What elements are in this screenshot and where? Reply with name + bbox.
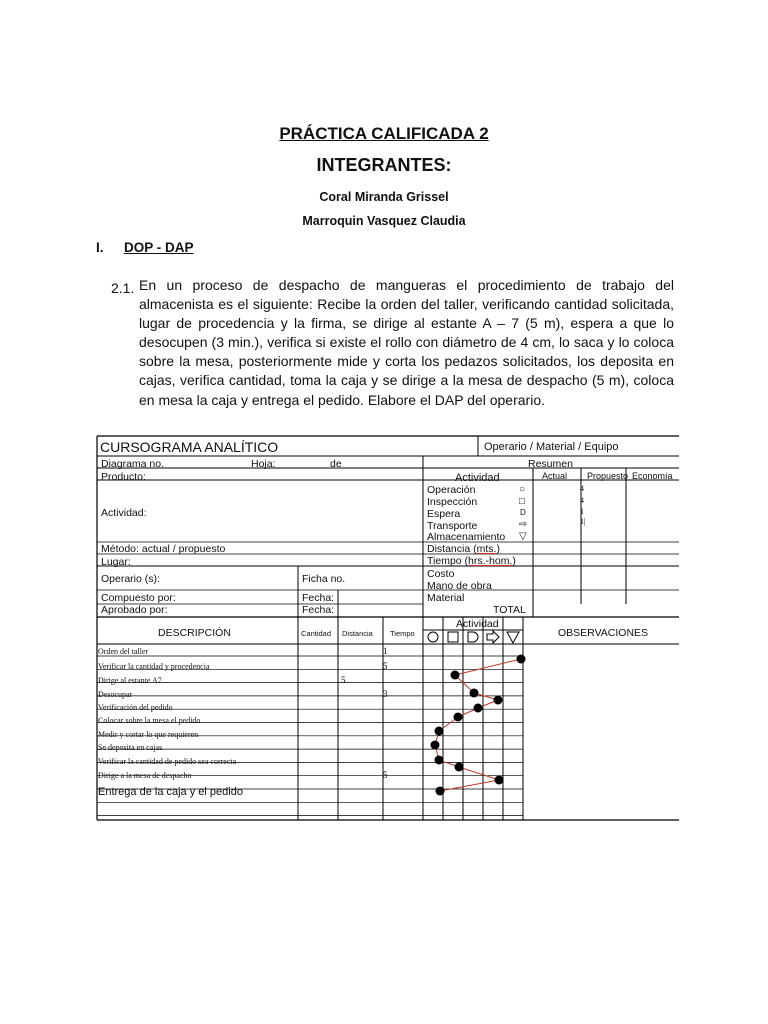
row-description: Verificación del pedido: [98, 703, 173, 712]
proposed-wait: 1: [580, 507, 584, 516]
summary-actual-header: Actual: [542, 471, 568, 481]
row-description: Verificar la cantidad de pedido sea correcta: [98, 757, 237, 766]
distance-header: Distancia: [342, 629, 373, 638]
cursograma-form: [93, 432, 679, 822]
summary-label: Resumen: [528, 458, 573, 470]
problem-number: 2.1.: [111, 280, 135, 296]
section-label: DOP - DAP: [124, 240, 194, 255]
flow-line: [459, 767, 499, 780]
operator-label: Operario (s):: [101, 573, 160, 585]
distance-label: Distancia (mts.): [427, 543, 500, 555]
activity-dot: [494, 696, 503, 705]
proposed-inspection: 4: [580, 496, 584, 505]
observations-header: OBSERVACIONES: [558, 627, 649, 639]
operator-header: Operario / Material / Equipo: [484, 441, 619, 453]
transport-symbol-icon: ⇨: [519, 519, 528, 530]
product-label: Producto:: [101, 471, 146, 483]
total-label: TOTAL: [493, 604, 526, 616]
storage-symbol-icon: ▽: [519, 531, 527, 542]
activity-header: Actividad: [456, 618, 499, 630]
proposed-transport: 1|: [580, 517, 586, 526]
activity-dot: [436, 787, 445, 796]
composed-by-label: Compuesto por:: [101, 592, 176, 604]
document-title: PRÁCTICA CALIFICADA 2: [279, 124, 489, 143]
activity-wait: Espera: [427, 508, 461, 520]
wait-symbol-icon: D: [520, 508, 526, 517]
activity-dot: [435, 727, 444, 736]
quantity-header: Cantidad: [301, 629, 332, 638]
sheet-label: Hoja:: [251, 458, 276, 470]
summary-economy-header: Economía: [632, 471, 673, 481]
operation-symbol-icon: ○: [519, 484, 526, 495]
row-description: Verificar la cantidad y procedencia: [98, 662, 210, 671]
approved-by-label: Aprobado por:: [101, 604, 168, 616]
activity-storage: Almacenamiento: [427, 531, 506, 543]
form-title: CURSOGRAMA ANALÍTICO: [100, 439, 279, 455]
of-label: de: [330, 458, 342, 470]
row-description: Se deposita en cajas: [98, 743, 163, 752]
time-header: Tiempo: [390, 629, 415, 638]
row-description: Entrega de la caja y el pedido: [98, 786, 243, 798]
activity-operation: Operación: [427, 484, 476, 496]
member-2: Marroquin Vasquez Claudia: [302, 214, 466, 228]
row-time: 3: [383, 689, 388, 699]
row-description: Desocupar: [98, 690, 133, 699]
activity-dot: [451, 671, 460, 680]
row-description: Dirige a la mesa de despacho: [98, 771, 192, 780]
activity-field-label: Actividad:: [101, 507, 147, 519]
activity-dot: [517, 655, 526, 664]
problem-statement: En un proceso de despacho de mangueras el procedimiento de trabajo del almacenista es el siguiente: Recibe la orden del taller, verificando cantidad solicitada, lugar de procedencia y la firma, se dirige al estante A – 7 (5 m), espera a que lo desocupen (3 min.), verifica si existe el rollo con diámetro de 4 cm, lo saca y lo coloca sobre la mesa, posteriormente mide y corta los pedazos solicitados, los deposita en cajas, verifica cantidad, toma la caja y se dirige a la mesa de despacho (5 m), coloca en mesa la caja y entrega el pedido. Elabore el DAP del operario.: [139, 277, 674, 408]
row-distance: 5: [341, 675, 346, 685]
material-label: Material: [427, 592, 465, 604]
description-header: DESCRIPCIÓN: [158, 627, 231, 639]
labor-label: Mano de obra: [427, 580, 492, 592]
member-1: Coral Miranda Grissel: [319, 190, 449, 204]
date-label-1: Fecha:: [302, 592, 335, 604]
row-description: Orden del taller: [98, 647, 149, 656]
activity-transport: Transporte: [427, 520, 478, 532]
row-description: Colocar sobre la mesa el pedido: [98, 716, 201, 725]
time-label: Tiempo (hrs.-hom.): [427, 555, 516, 567]
method-label: Método: actual / propuesto: [101, 543, 226, 555]
activity-dot: [435, 756, 444, 765]
summary-proposed-header: Propuesto: [587, 471, 629, 481]
section-heading: [96, 240, 194, 255]
flow-line: [455, 659, 521, 675]
section-number: I.: [96, 240, 104, 255]
activity-dot: [470, 689, 479, 698]
diagram-no-label: Diagrama no.: [101, 458, 165, 470]
activity-dot: [454, 713, 463, 722]
activity-dot: [431, 741, 440, 750]
proposed-operation: 4: [580, 484, 584, 493]
cost-label: Costo: [427, 568, 455, 580]
row-time: 1: [383, 646, 388, 656]
card-no-label: Ficha no.: [302, 573, 346, 585]
activity-dot: [495, 776, 504, 785]
row-time: 5: [383, 770, 388, 780]
place-label: Lugar:: [101, 556, 131, 568]
summary-activity-header: Actividad: [455, 472, 500, 484]
date-label-2: Fecha:: [302, 604, 335, 616]
row-description: Medir y cortar lo que requieren: [98, 730, 199, 739]
inspection-symbol-icon: □: [519, 496, 526, 507]
integrantes-heading: INTEGRANTES:: [316, 155, 452, 175]
activity-inspection: Inspección: [427, 496, 478, 508]
row-description: Dirige al estante A7: [98, 676, 162, 685]
activity-dot: [474, 704, 483, 713]
activity-dot: [455, 763, 464, 772]
row-time: 5: [383, 661, 388, 671]
